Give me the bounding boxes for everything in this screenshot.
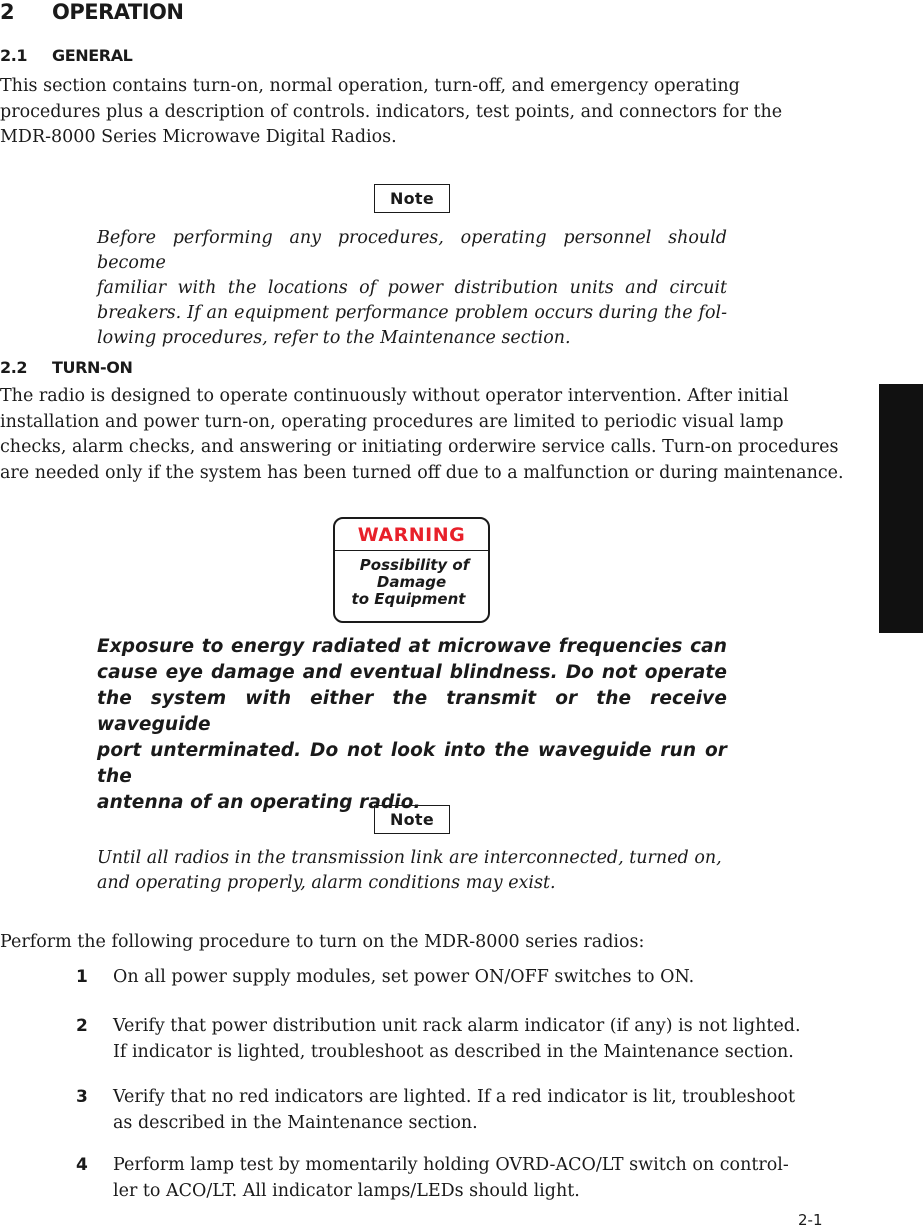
turnon-number: 2.2 [0, 358, 28, 377]
step-number: 2 [76, 1016, 88, 1036]
text-line: familiar with the locations of power distribution units and circuit [97, 278, 727, 298]
step-text [113, 965, 833, 991]
text-line: Verify that no red indicators are lighted. If a red indicator is lit, troubleshoot [113, 1087, 795, 1107]
text-line: cause eye damage and eventual blindness. Do not operate [97, 662, 727, 683]
turnon-paragraph [0, 384, 844, 486]
text-line: checks, alarm checks, and answering or initiating orderwire service calls. Turn-on procedures [0, 437, 839, 457]
text-line: Until all radios in the transmission link are interconnected, turned on, [97, 848, 722, 868]
section-title: OPERATION [52, 0, 184, 24]
text-line: Perform lamp test by momentarily holding OVRD-ACO/LT switch on control- [113, 1155, 789, 1175]
turnon-title: TURN-ON [52, 358, 133, 377]
text-line: On all power supply modules, set power ON/OFF switches to ON. [113, 967, 695, 987]
text-line: installation and power turn-on, operating procedures are limited to periodic visual lamp [0, 411, 784, 432]
text-line: MDR-8000 Series Microwave Digital Radios. [0, 127, 397, 147]
note-label: Note [374, 805, 450, 834]
section-number: 2 [0, 0, 15, 24]
warning-text [97, 634, 727, 816]
warning-divider [335, 550, 488, 551]
text-line: ler to ACO/LT. All indicator lamps/LEDs should light. [113, 1180, 580, 1201]
text-line: Verify that power distribution unit rack alarm indicator (if any) is not lighted. [113, 1016, 801, 1036]
text-line: If indicator is lighted, troubleshoot as described in the Maintenance section. [113, 1041, 794, 1062]
text-line: Damage [376, 573, 447, 591]
page-number: 2-1 [798, 1211, 823, 1229]
step-number: 3 [76, 1087, 88, 1107]
step-number: 4 [76, 1155, 88, 1175]
text-line: are needed only if the system has been turned off due to a malfunction or during maintenance. [0, 462, 844, 483]
text-line: antenna of an operating radio. [97, 792, 421, 813]
general-number: 2.1 [0, 46, 28, 65]
general-paragraph [0, 74, 800, 151]
step-text [113, 1014, 833, 1065]
text-line: Before performing any procedures, operating personnel should become [97, 228, 727, 273]
note-text [97, 846, 737, 896]
text-line: to Equipment [351, 590, 466, 608]
step-text [113, 1085, 833, 1136]
warning-subtitle [335, 557, 488, 608]
warning-box [333, 517, 490, 623]
text-line: and operating properly, alarm conditions may exist. [97, 873, 556, 893]
text-line: The radio is designed to operate continuously without operator intervention. After initial [0, 386, 789, 406]
text-line: port unterminated. Do not look into the waveguide run or the [97, 740, 727, 787]
section-tab-marker [879, 384, 923, 633]
text-line: lowing procedures, refer to the Maintenance section. [97, 328, 571, 348]
note-text [97, 226, 727, 351]
text-line: This section contains turn-on, normal operation, turn-off, and emergency operating [0, 76, 740, 96]
text-line: breakers. If an equipment performance problem occurs during the fol- [97, 303, 727, 323]
step-text [113, 1153, 833, 1204]
text-line: procedures plus a description of controls. indicators, test points, and connectors for the [0, 101, 783, 122]
step-number: 1 [76, 967, 88, 987]
text-line: Exposure to energy radiated at microwave frequencies can [97, 636, 727, 657]
text-line: Possibility of [359, 556, 470, 574]
procedure-intro: Perform the following procedure to turn on the MDR-8000 series radios: [0, 932, 645, 952]
text-line: the system with either the transmit or the receive waveguide [97, 688, 727, 735]
general-title: GENERAL [52, 46, 133, 65]
note-label: Note [374, 184, 450, 213]
text-line: as described in the Maintenance section. [113, 1112, 478, 1133]
warning-title: WARNING [357, 524, 466, 546]
